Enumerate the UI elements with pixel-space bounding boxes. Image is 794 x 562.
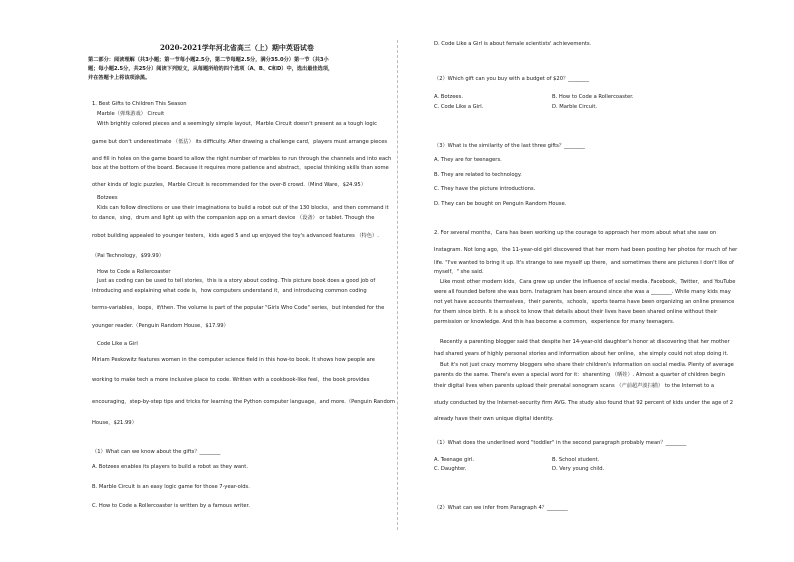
paragraph-line: terms-variables，loops，if/then. The volume is part of the popular "Girls Who Code" series，but intended for the [92,305,385,311]
paragraph-line: and fill in holes on the game board to allow the right number of marbles to run through the channels and into each [92,156,392,162]
paragraph-line: Miriam Peskowitz features women in the computer science field in this how-to book. It shows how people are [92,357,376,363]
answer-option[interactable]: D. Very young child. [552,466,605,472]
answer-option[interactable]: B. School student. [552,457,600,463]
answer-option[interactable]: B. They are related to technology. [434,172,522,178]
paragraph-line: robot building appealed to younger testers，kids aged 5 and up enjoyed the toy's advanced features （特色）. [92,233,379,239]
question-stem: （2）Which gift can you buy with a budget of $20？________ [434,76,589,82]
paragraph-line: younger reader.（Penguin Random House，$17.99） [92,323,229,329]
paragraph-line: Instagram. Not long ago，the 11-year-old girl discovered that her mom had been posting her photos for much of her [434,247,738,253]
paragraph-line: not yet have accounts themselves，their parents，schools，sports teams have been organizing an online presence [434,299,735,305]
paragraph-line: their digital lives when parents upload their prenatal sonogram scans （产前超声波扫描） to the Internet to a [434,383,714,389]
paragraph-line: encouraging，step-by-step tips and tricks for learning the Python computer language，and more.（Penguin Random [92,399,395,405]
paragraph-line: had shared years of highly personal stories and information about her online，she simply could not stop doing it. [434,351,729,357]
paragraph-line: Kids can follow directions or use their imaginations to build a robot out of the 130 blocks，and then command it [97,205,389,211]
paragraph-line: （Pai Technology，$99.99） [92,253,164,259]
answer-option[interactable]: A. Botzees enables its players to build a robot as they want. [92,464,248,470]
paragraph-line: myself，" she said. [434,269,484,275]
question-stem: （2）What can we infer from Paragraph 4？________ [434,505,568,511]
paragraph-line: life. "I've wanted to bring it up. It's strange to see myself up there，and sometimes there are pictures I don't like of [434,260,734,266]
paragraph-line: study conducted by the Internet-security firm AVG. The study also found that 92 percent of kids under the age of 2 [434,400,733,406]
gift-title-marble-circuit: Marble（弹珠游戏） Circuit [97,111,165,117]
paragraph-line: Recently a parenting blogger said that despite her 14-year-old daughter's honor at discovering that her mother [440,339,730,345]
paragraph-line: permission or knowledge. And this has become a common，experience for many teenagers. [434,319,675,325]
section-intro-line: 第二部分：阅读理解（共3小题；第一节每小题2.5分，第二节每题2.5分，满分35.0分）第一节（共3小 [88,57,329,63]
answer-option[interactable]: A. Botzees. [434,94,463,100]
gift-title-rollercoaster: How to Code a Rollercoaster [97,269,171,275]
answer-option[interactable]: A. Teenage girl. [434,457,474,463]
paragraph-line: Just as coding can be used to tell stories，this is a story about coding. This picture book does a good job of [97,278,376,284]
paragraph-line: to dance，sing，drum and light up with the companion app on a smart device （设备） or tablet. Though the [92,215,375,221]
paragraph-line: Like most other modern kids，Cara grew up under the influence of social media. Facebook，Twitter，and YouTube [440,279,736,285]
gift-title-code-like-a-girl: Code Like a Girl [97,341,138,347]
answer-option[interactable]: A. They are for teenagers. [434,157,502,163]
paragraph-line: But it's not just crazy mommy bloggers who share their children's information on social media. Plenty of average [440,362,734,368]
section-intro-line: 并在答题卡上将该项涂黑。 [88,75,151,81]
answer-option[interactable]: C. They have the picture introductions. [434,186,536,192]
question-stem: （3）What is the similarity of the last three gifts？________ [434,143,585,149]
gift-title-botzees: Botzees [97,195,118,201]
exam-title: 2020-2021学年河北省高三（上）期中英语试卷 [160,43,314,52]
paragraph-line: already have their own unique digital identity. [434,416,554,422]
paragraph-line: working to make tech a more inclusive place to code. Written with a cookbook-like feel，the book provides [92,377,370,383]
answer-option[interactable]: C. Daughter. [434,466,467,472]
paragraph-line: 2. For several months，Cara has been working up the courage to approach her mom about what she saw on [434,230,717,236]
answer-option[interactable]: B. Marble Circuit is an easy logic game for those 7-year-olds. [92,484,250,490]
paragraph-line: introducing and explaining what code is，how computers understand it，and introducing common coding [92,288,367,294]
question-stem: （1）What can we know about the gifts？________ [92,449,221,455]
paragraph-line: box at the bottom of the board. Because it requires more patience and abstract，special thinking skills than some [92,165,389,171]
answer-option[interactable]: C. How to Code a Rollercoaster is written by a famous writer. [92,503,250,509]
paragraph-line: were all founded before she was born. Instagram has been around since she was a ________. While many kids may [434,289,731,295]
section-intro-line: 题；每小题2.5分，共25分）阅读下列短文，从每题所给的四个选项（A、B、C和D）中，选出最佳选项， [88,66,334,72]
paragraph-line: With brightly colored pieces and a seemingly simple layout，Marble Circuit doesn't present as a tough logic [97,121,378,127]
answer-option[interactable]: B. How to Code a Rollercoaster. [552,94,634,100]
paragraph-line: for them since birth. It is a shock to know that details about their lives have been shared online without their [434,309,718,315]
answer-option[interactable]: D. Code Like a Girl is about female scientists' achievements. [434,41,592,47]
column-divider [397,40,398,530]
paragraph-line: House，$21.99） [92,420,137,426]
passage-1-heading: 1. Best Gifts to Children This Season [92,101,187,107]
paragraph-line: other kinds of logic puzzles，Marble Circuit is recommended for the over-8 crowd.（Mind Ware，$24.95） [92,182,366,188]
paragraph-line: game but don't underestimate （低估） its difficulty. After drawing a challenge card，players must arrange pieces [92,139,388,145]
answer-option[interactable]: C. Code Like a Girl. [434,104,484,110]
question-stem: （1）What does the underlined word "toddler" in the second paragraph probably mean？________ [434,440,687,446]
paragraph-line: parents do the same. There's even a special word for it：sharenting （晒娃）. Almost a quarter of children begin [434,372,725,378]
answer-option[interactable]: D. Marble Circuit. [552,104,598,110]
answer-option[interactable]: D. They can be bought on Penguin Random House. [434,201,567,207]
